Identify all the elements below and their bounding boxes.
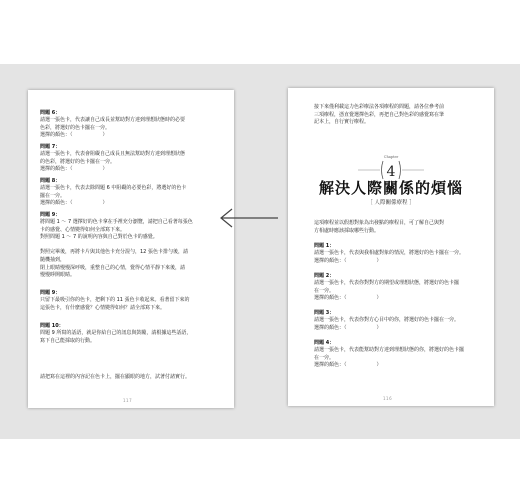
intro-text: 這項療程並以假想對象為出發點的療程目，可了解自己與對 方相處時應該採取哪些行動。 — [314, 220, 445, 234]
question-label: 問題 9： — [40, 290, 61, 296]
question-label: 問題 9： — [40, 212, 61, 218]
question-body: 請選一張色卡，代表與我相處對象的情況，將選好的色卡擺在一旁。 選擇的顏色：（ ） — [314, 250, 465, 264]
question-body: 請選一張色卡，代表能幫助對方達到理想狀態的你，將選好的色卡擺 在一旁。 選擇的顏色：（ ） — [314, 347, 465, 369]
left-arrow-icon — [218, 207, 280, 229]
question-body: 請選一張色卡，代表你對對方的期望或理想狀態，將選好的色卡擺 在一旁。 選擇的顏色：（ ） — [314, 280, 460, 302]
question-label: 問題 8： — [40, 178, 61, 184]
question-body: 請選一張色卡，代表去除問題 6 中阻礙的必要色彩，將選好的色卡 擺在一旁。 選擇的顏色：（ ） — [40, 185, 187, 207]
question-label: 問題 2： — [314, 273, 335, 279]
question-label: 問題 6： — [40, 110, 61, 116]
question-label: 問題 1： — [314, 243, 335, 249]
question-body: 問題 9 所寫的話語，就是你給自己的訊息與鼓勵，請根據這些話語， 寫下自己能採取的行動。 — [40, 330, 192, 344]
left-page — [28, 90, 234, 408]
question-label: 問題 3： — [314, 310, 335, 316]
chapter-subtitle: ［ 人際關係療程 ］ — [367, 200, 415, 206]
question-body: 將問題 1 ～ 7 選擇好的色卡拿在手裡充分瀏覽，請把自己看著每張色 卡的感覺、心情變得如何全部寫下來。 對照問題 1 ～ 7 的說明內容與自己對於色卡的感覺。 對照完畢後，再將卡片與其他色卡充分混勻，12 張色卡排勻後，請 隨機抽到， 閉上眼睛慢慢深呼吸，重整自己的心情，覺得心情平靜下來後，請 慢慢睜開眼睛。 — [40, 219, 193, 279]
chapter-label: Chapter — [383, 155, 399, 159]
question-label: 問題 10： — [40, 323, 64, 329]
closing-text: 請把寫在這裡的內容記在色卡上，擺在顯眼的地方，試著付諸實行。 — [40, 374, 191, 380]
intro-text: 接下來僅利載這力色彩療法各項療程的問題，請各位參考前 三項療程，憑直覺選擇色彩，再把自己對色彩的感覺寫在筆 記本上，自行實行療程。 — [314, 104, 445, 126]
chapter-title: 解決人際關係的煩惱 — [318, 179, 463, 197]
chapter-number: 4 — [386, 164, 396, 180]
right-page — [288, 88, 494, 406]
question-body: 請選一張色卡，代表會阻礙自己成長且無法幫助對方達到理想狀態 的色彩，將選好的色卡擺在一旁。 選擇的顏色：（ ） — [40, 151, 186, 173]
question-body: 請選一張色卡，代表讓自己成長並幫助對方達到理想狀態時的必要 色彩，將選好的色卡擺在一旁。 選擇的顏色：（ ） — [40, 117, 186, 139]
question-label: 問題 4： — [314, 340, 335, 346]
page-number: 116 — [383, 396, 393, 401]
question-body: 只留下最吸引你的色卡，把剩下的 11 張色卡收起來。看著留下來的 這張色卡，有什麼感覺？心情變得如何？請全部寫下來。 — [40, 297, 190, 311]
page-number: 117 — [123, 398, 133, 403]
question-label: 問題 7： — [40, 144, 61, 150]
question-body: 請選一張色卡，代表你對方心目中的你，將選好的色卡擺在一旁。 選擇的顏色：（ ） — [314, 317, 460, 331]
